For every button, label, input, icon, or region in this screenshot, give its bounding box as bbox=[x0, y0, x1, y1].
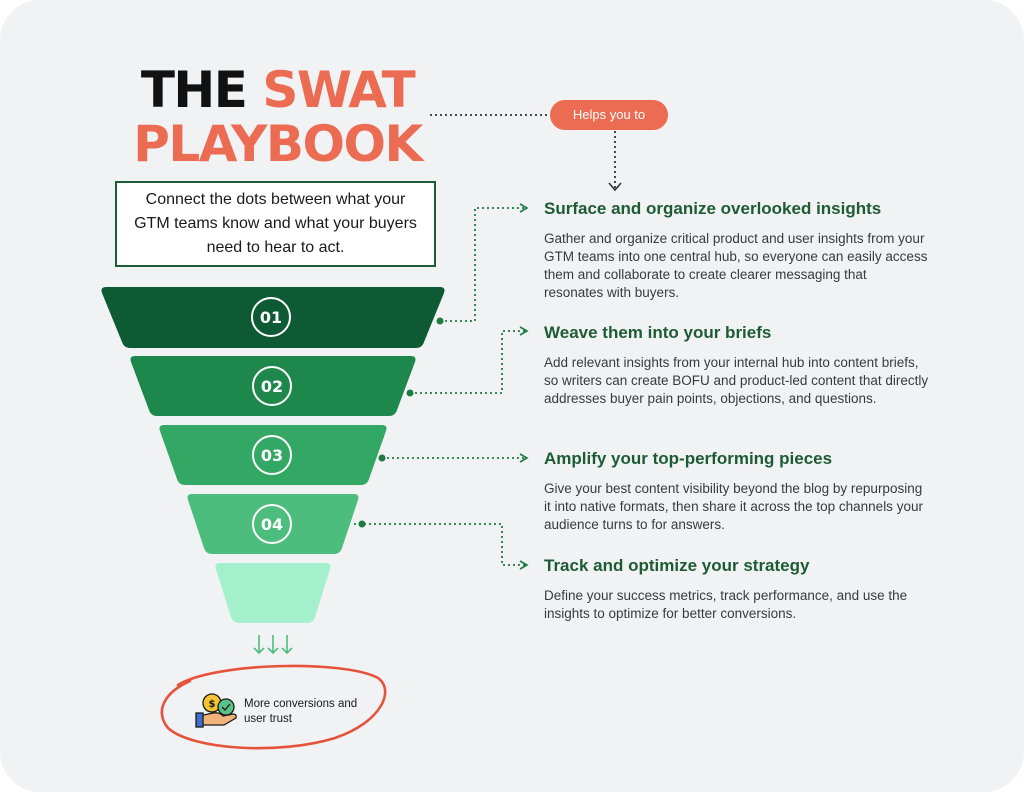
title-swat: SWAT bbox=[262, 61, 415, 119]
step-4-title: Track and optimize your strategy bbox=[544, 556, 810, 575]
helps-you-to-badge: Helps you to bbox=[550, 100, 668, 130]
title-playbook: PLAYBOOK bbox=[133, 115, 422, 173]
connector-step-2 bbox=[410, 331, 527, 393]
title-the: THE bbox=[140, 61, 247, 119]
level-number-4: 04 bbox=[260, 515, 284, 534]
connector-dot-1 bbox=[437, 318, 444, 325]
connector-dot-2 bbox=[407, 390, 414, 397]
level-number-1: 01 bbox=[259, 308, 283, 327]
step-2-description: Add relevant insights from your internal hub into content briefs, so writers can create BOFU and product-led content that directly addresses buyer pain points, objections, and questions. bbox=[544, 355, 929, 406]
step-1-title: Surface and organize overlooked insights bbox=[544, 199, 882, 218]
funnel-level-5 bbox=[216, 563, 331, 623]
connector-step-4 bbox=[354, 524, 527, 565]
connector-dot-3 bbox=[379, 455, 386, 462]
step-1-description: Gather and organize critical product and user insights from your GTM teams into one central hub, so everyone can easily access them and collaborate to create clearer messaging that resonates with buyers. bbox=[544, 231, 928, 300]
step-2-title: Weave them into your briefs bbox=[544, 323, 772, 342]
step-4-description: Define your success metrics, track performance, and use the insights to optimize for better conversions. bbox=[544, 588, 908, 621]
down-arrows-icon bbox=[254, 635, 292, 653]
intro-text: Connect the dots between what your GTM teams know and what your buyers need to hear to act. bbox=[134, 191, 417, 256]
level-number-2: 02 bbox=[260, 377, 284, 396]
hand-coins-icon bbox=[196, 694, 236, 727]
step-3-title: Amplify your top-performing pieces bbox=[544, 449, 833, 468]
connector-step-1 bbox=[440, 208, 527, 321]
svg-text:$: $ bbox=[208, 699, 216, 710]
connector-dot-4 bbox=[359, 521, 366, 528]
step-3-description: Give your best content visibility beyond the blog by repurposing it into native formats, then share it across the top channels your audience turns to for answers. bbox=[544, 481, 923, 532]
outcome-text: More conversions and user trust bbox=[244, 698, 358, 725]
level-number-3: 03 bbox=[260, 446, 284, 465]
